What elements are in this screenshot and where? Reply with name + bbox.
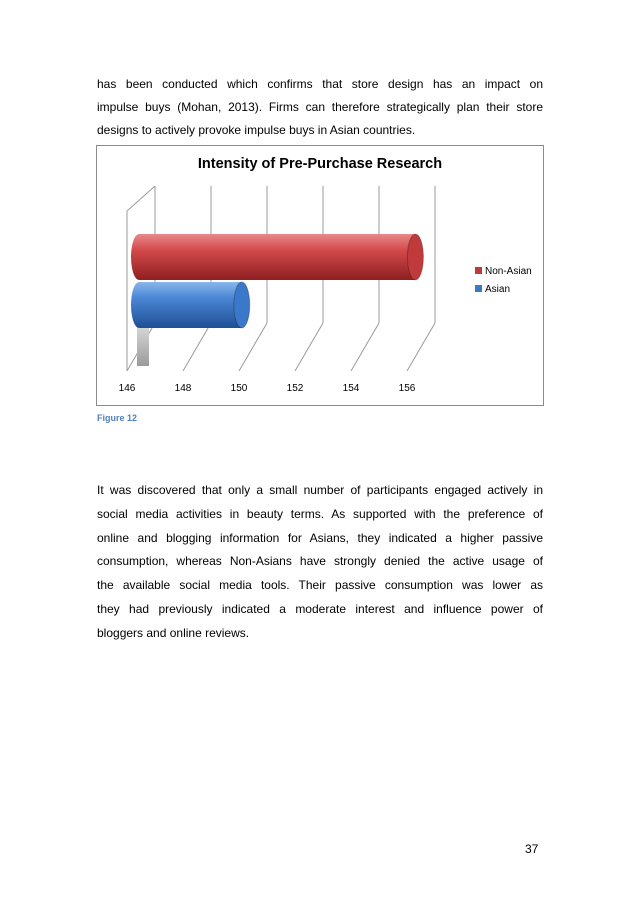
bar-end [234, 282, 250, 328]
text-line: designs to actively provoke impulse buys in Asian countries. [97, 123, 416, 137]
bar-non-asian [139, 234, 415, 280]
text-line: social media activities in beauty terms. As supported with the preference of [97, 506, 543, 521]
page-number: 37 [525, 842, 539, 856]
paragraph-findings [97, 479, 543, 646]
axis-floor-shade [137, 326, 149, 366]
legend-swatch [475, 267, 482, 274]
legend-label: Non-Asian [485, 266, 532, 277]
chart-title: Intensity of Pre-Purchase Research [197, 156, 443, 172]
x-axis-ticks [119, 383, 416, 394]
x-tick-label: 146 [118, 383, 136, 394]
legend-swatch [475, 285, 482, 292]
text-line: online and blogging information for Asians, they indicated a higher passive [97, 530, 543, 545]
bar-cap [131, 282, 147, 328]
chart-canvas [97, 146, 543, 405]
figure-caption: Figure 12 [97, 413, 138, 423]
x-tick-label: 150 [230, 383, 248, 394]
text-line: It was discovered that only a small number of participants engaged actively in [97, 483, 543, 497]
floor-gridline [239, 323, 267, 371]
x-tick-label: 152 [286, 383, 304, 394]
text-line: the available social media tools. Their passive consumption was lower as [97, 578, 543, 593]
text-line: impulse buys (Mohan, 2013). Firms can therefore strategically plan their store [97, 100, 543, 114]
text-line: consumption, whereas Non-Asians have strongly denied the active usage of [97, 554, 543, 569]
paragraph-intro [97, 73, 543, 142]
chart-bars [131, 234, 423, 366]
x-tick-label: 148 [174, 383, 192, 394]
floor-gridline [407, 323, 435, 371]
x-tick-label: 154 [342, 383, 360, 394]
bar-chart [96, 145, 544, 406]
text-line: they had previously indicated a moderate interest and influence power of [97, 601, 543, 616]
text-line: has been conducted which confirms that store design has an impact on [97, 77, 543, 91]
floor-gridline [351, 323, 379, 371]
legend-label: Asian [485, 284, 511, 295]
bar-asian [139, 282, 242, 328]
floor-gridline [295, 323, 323, 371]
floor-gridline [183, 323, 211, 371]
bar-end [407, 234, 423, 280]
x-tick-label: 156 [398, 383, 416, 394]
text-line: bloggers and online reviews. [97, 625, 250, 640]
chart-legend [475, 266, 532, 295]
side-wall-edge [127, 186, 155, 211]
bar-cap [131, 234, 147, 280]
